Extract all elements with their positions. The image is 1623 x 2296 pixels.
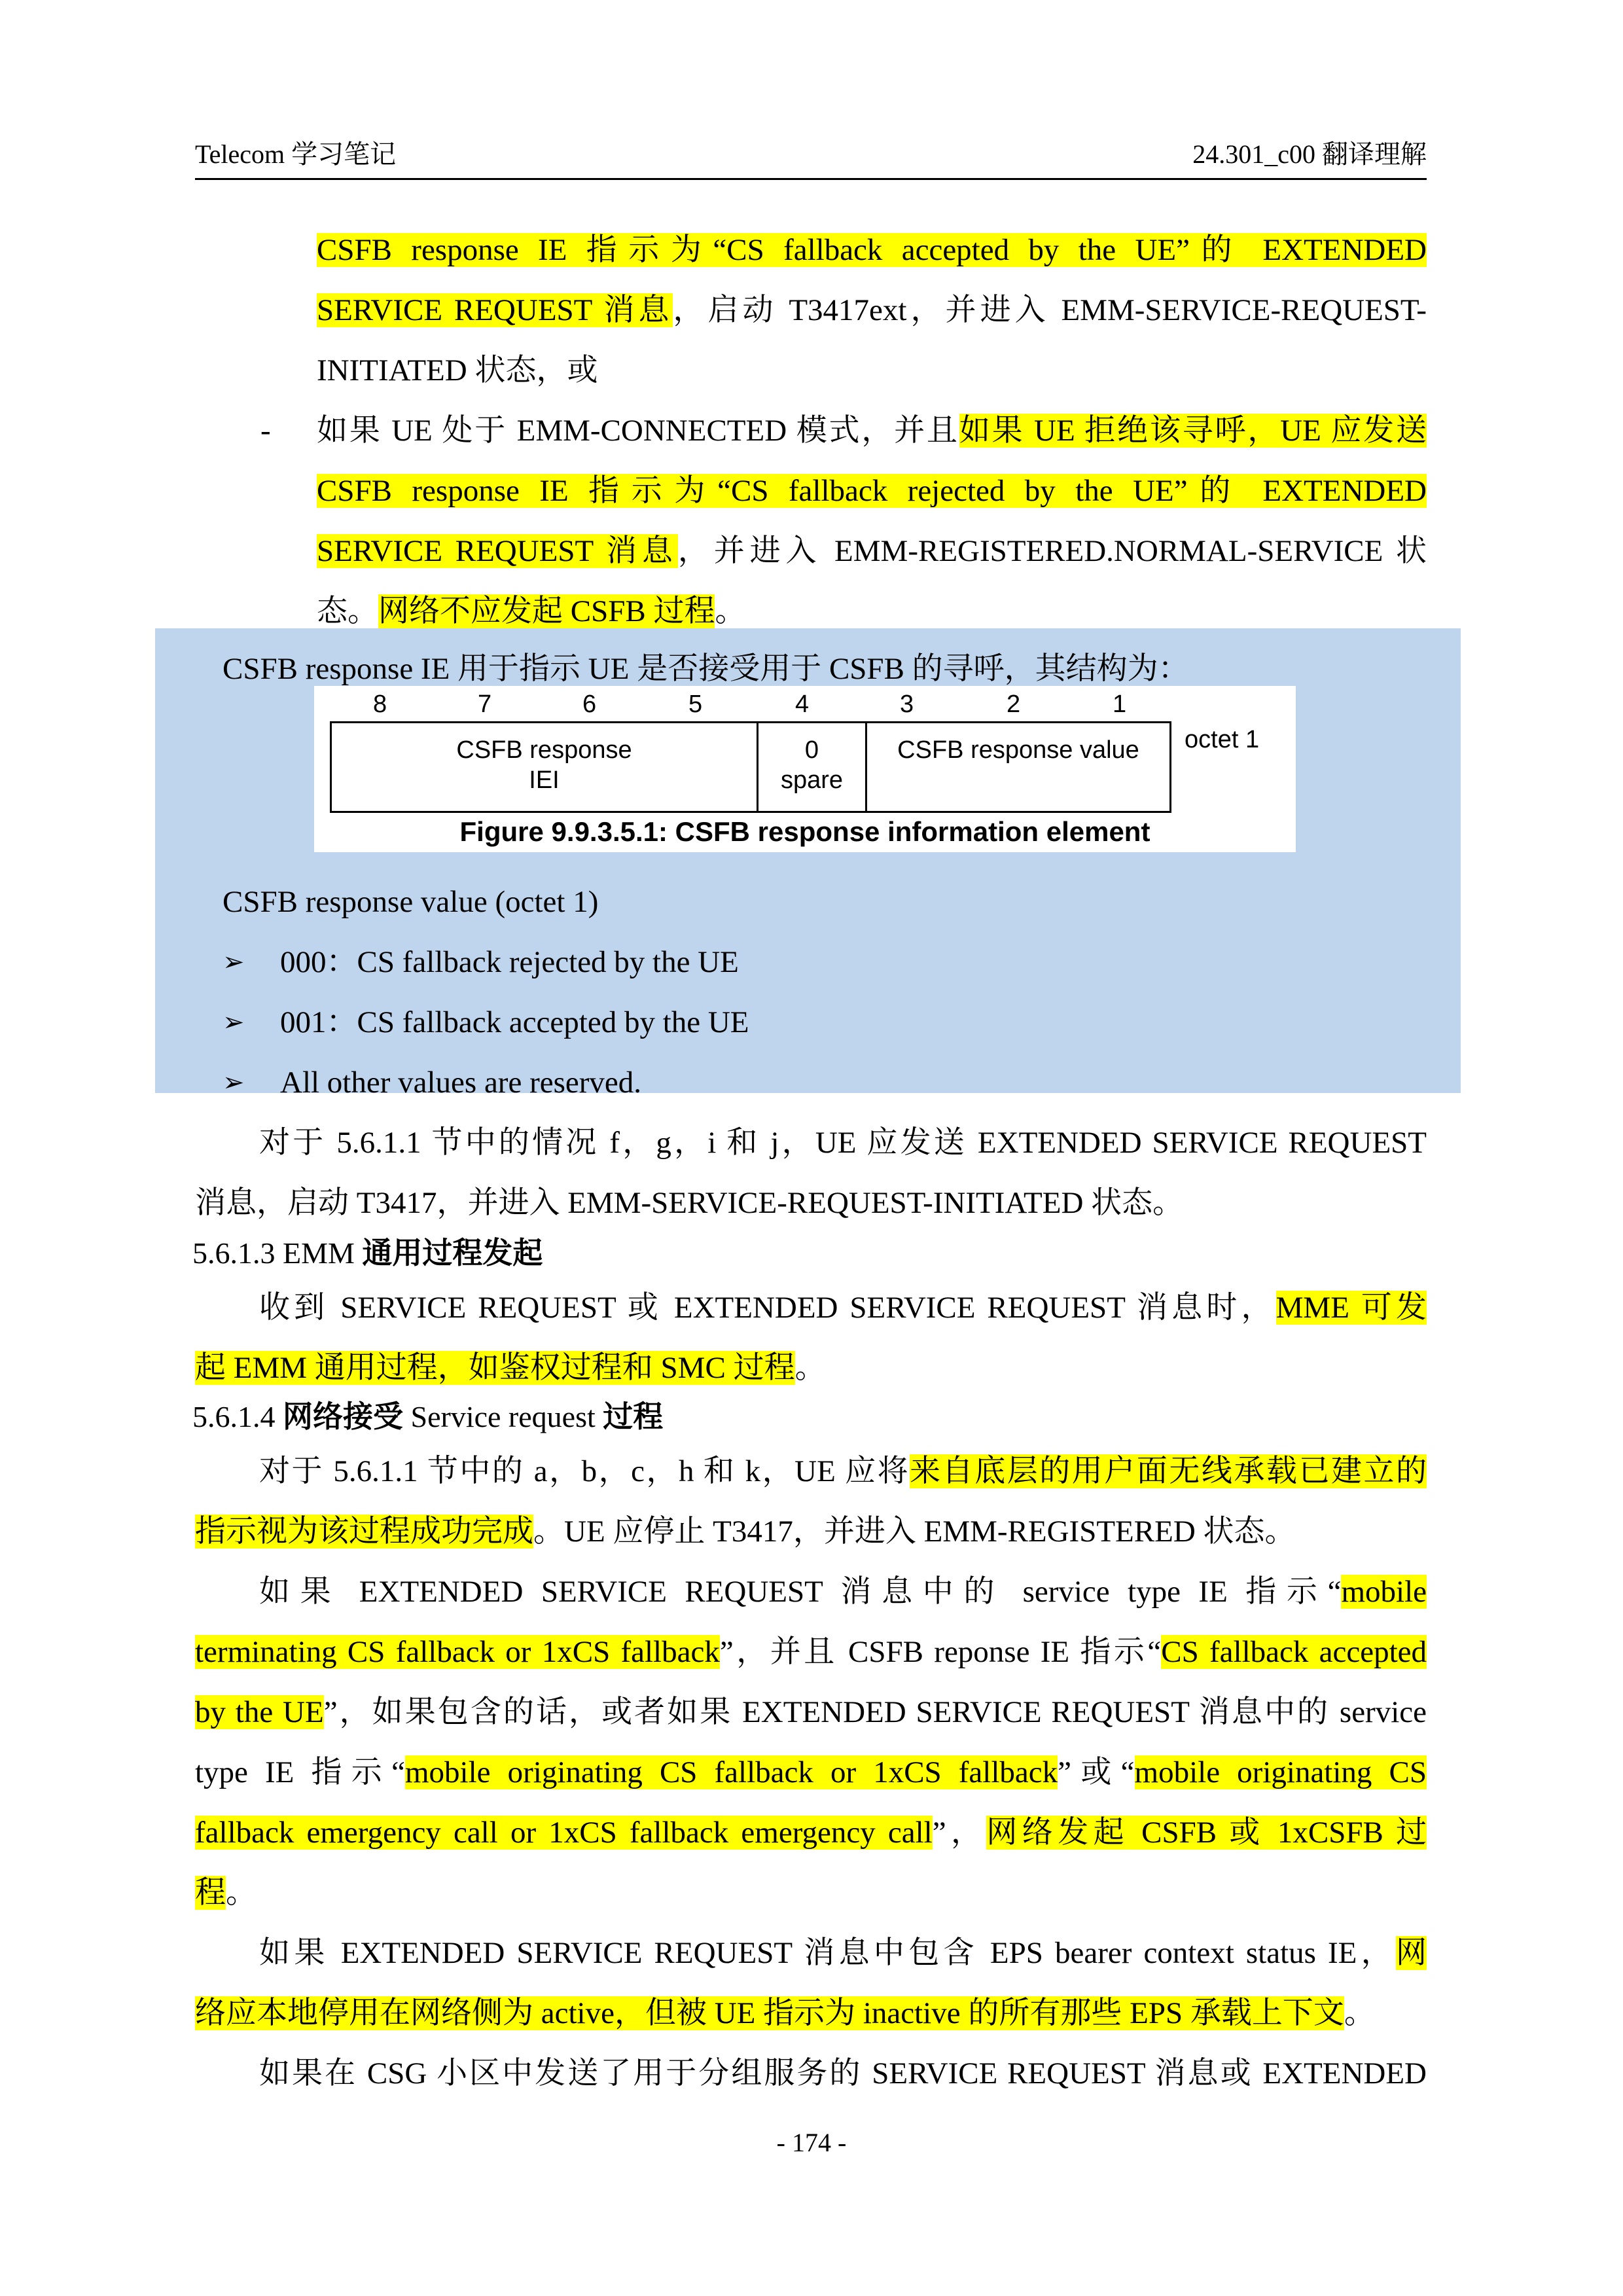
text-span: 。	[715, 594, 746, 628]
highlight: SERVICE REQUEST 消息	[317, 293, 673, 327]
bit-number: 6	[582, 691, 597, 718]
highlight: SERVICE REQUEST 消息	[317, 534, 678, 568]
text-line	[317, 223, 1427, 278]
octet-label: octet 1	[1185, 726, 1260, 753]
text-span: 对于 5.6.1.1 节中的 a，b，c，h 和 k，UE 应将	[259, 1454, 910, 1488]
bit-number: 8	[373, 691, 387, 718]
header-rule	[195, 178, 1427, 180]
iei-label: IEI	[529, 766, 560, 794]
text-line	[195, 1685, 1427, 1740]
highlight: 网	[1396, 1936, 1427, 1970]
highlight: 指示视为该过程成功完成	[195, 1515, 533, 1549]
value-title: CSFB response value (octet 1)	[223, 885, 599, 919]
bit-number: 1	[1113, 691, 1127, 718]
highlight: by the UE	[195, 1695, 324, 1729]
spare-label: spare	[780, 766, 844, 794]
heading-title: 通用过程发起	[362, 1235, 543, 1270]
text-line	[195, 1986, 1427, 2041]
header-left-title: Telecom 学习笔记	[195, 139, 397, 169]
heading-title: 过程	[603, 1399, 664, 1434]
highlight: terminating CS fallback or 1xCS fallback	[195, 1635, 720, 1669]
text-line	[195, 1745, 1427, 1800]
value-label: CSFB response value	[897, 736, 1139, 764]
highlight: mobile	[1341, 1575, 1427, 1609]
bullet-arrow-icon: ➢	[223, 947, 245, 977]
text-span: 收到 SERVICE REQUEST 或 EXTENDED SERVICE REQUEST 消息时，	[259, 1291, 1276, 1325]
highlight: mobile originating CS	[1134, 1755, 1427, 1789]
highlight: CSFB response IE 指示为“CS fallback accepted by the UE”的 EXTENDED	[317, 233, 1427, 267]
highlight: MME 可发	[1275, 1291, 1427, 1325]
text-line	[317, 524, 1427, 579]
text-span: ”或“	[1058, 1755, 1135, 1789]
highlight: CS fallback accepted	[1161, 1635, 1427, 1669]
text-span: ”，	[932, 1816, 987, 1850]
text-line	[195, 1624, 1427, 1679]
heading-title: 网络接受	[283, 1399, 403, 1434]
highlight: mobile originating CS fallback or 1xCS fallback	[405, 1755, 1058, 1789]
ie-bit-table	[330, 721, 1171, 813]
highlight: fallback emergency call or 1xCS fallback emergency call	[195, 1816, 933, 1850]
text-line	[195, 1280, 1427, 1335]
text-line	[317, 403, 1427, 458]
text-span: ，启动 T3417ext，并进入 EMM-SERVICE-REQUEST-	[673, 293, 1427, 327]
bit-number: 3	[900, 691, 914, 718]
text-line	[195, 1340, 1427, 1395]
text-line	[195, 1444, 1427, 1499]
iei-label: CSFB response	[456, 736, 632, 764]
page-number: - 174 -	[776, 2128, 847, 2157]
text-span: 如果 UE 处于 EMM-CONNECTED 模式，并且	[317, 414, 959, 448]
figure-csfb-response-ie	[314, 686, 1296, 852]
text-line	[195, 1926, 1427, 1981]
text-line	[195, 1865, 1427, 1920]
bit-number: 7	[478, 691, 492, 718]
text-line: 消息，启动 T3417，并进入 EMM-SERVICE-REQUEST-INITIATED 状态。	[195, 1186, 1184, 1220]
text-line: INITIATED 状态，或	[317, 353, 598, 387]
spare-label: 0	[804, 736, 819, 764]
figure-caption: Figure 9.9.3.5.1: CSFB response information element	[459, 816, 1150, 847]
iei-cell	[332, 723, 758, 811]
heading-number: 5.6.1.4	[192, 1400, 283, 1433]
bit-number: 5	[688, 691, 703, 718]
text-span: 。UE 应停止 T3417，并进入 EMM-REGISTERED 状态。	[533, 1515, 1296, 1549]
list-item: All other values are reserved.	[280, 1066, 641, 1100]
text-span: type IE 指示“	[195, 1755, 405, 1789]
spare-cell	[758, 723, 867, 811]
highlight: 程	[195, 1876, 226, 1910]
text-line: 如果在 CSG 小区中发送了用于分组服务的 SERVICE REQUEST 消息或 EXTENDED	[259, 2056, 1427, 2090]
text-span: 如果 EXTENDED SERVICE REQUEST 消息中的 service type IE 指示“	[259, 1575, 1342, 1609]
text-line	[317, 463, 1427, 518]
highlight: 起 EMM 通用过程，如鉴权过程和 SMC 过程	[195, 1351, 795, 1385]
list-item: 001：CS fallback accepted by the UE	[280, 1005, 749, 1039]
bit-number: 4	[795, 691, 810, 718]
header-right-title: 24.301_c00 翻译理解	[1192, 139, 1427, 169]
text-span: 如果 EXTENDED SERVICE REQUEST 消息中包含 EPS bearer context status IE，	[259, 1936, 1396, 1970]
list-item: 000：CS fallback rejected by the UE	[280, 945, 739, 979]
value-cell	[867, 723, 1169, 811]
highlight: CSFB response IE 指示为“CS fallback rejected by the UE”的 EXTENDED	[317, 474, 1427, 508]
text-span: 。	[794, 1351, 826, 1385]
highlight: 络应本地停用在网络侧为 active，但被 UE 指示为 inactive 的所有那些 EPS 承载上下文	[195, 1996, 1344, 2030]
text-span: ”，如果包含的话，或者如果 EXTENDED SERVICE REQUEST 消息中的 service	[323, 1695, 1427, 1729]
bullet-arrow-icon: ➢	[223, 1007, 245, 1037]
heading-title: Service request	[403, 1400, 603, 1433]
highlight: 网络不应发起 CSFB 过程	[378, 594, 715, 628]
list-dash: -	[260, 414, 271, 448]
section-heading	[192, 1395, 663, 1438]
text-span: ”，并且 CSFB reponse IE 指示“	[719, 1635, 1162, 1669]
text-span: ，并进入 EMM-REGISTERED.NORMAL-SERVICE 状	[677, 534, 1427, 568]
text-line	[317, 283, 1427, 338]
text-line	[195, 1504, 1427, 1559]
highlight: 如果 UE 拒绝该寻呼，UE 应发送	[959, 414, 1427, 448]
text-span: 态。	[317, 594, 378, 628]
section-heading	[192, 1232, 543, 1274]
box-intro: CSFB response IE 用于指示 UE 是否接受用于 CSFB 的寻呼，其结构为：	[223, 652, 1189, 686]
text-line: 对于 5.6.1.1 节中的情况 f，g，i 和 j，UE 应发送 EXTENDED SERVICE REQUEST	[259, 1126, 1427, 1160]
highlight: 来自底层的用户面无线承载已建立的	[910, 1454, 1427, 1488]
highlight: 网络发起 CSFB 或 1xCSFB 过	[986, 1816, 1427, 1850]
text-line	[195, 1805, 1427, 1860]
bit-number: 2	[1007, 691, 1021, 718]
heading-number: 5.6.1.3 EMM	[192, 1236, 363, 1270]
text-span: 。	[1344, 1996, 1375, 2030]
text-line	[195, 1564, 1427, 1619]
bullet-arrow-icon: ➢	[223, 1067, 245, 1097]
text-span: 。	[226, 1876, 257, 1910]
